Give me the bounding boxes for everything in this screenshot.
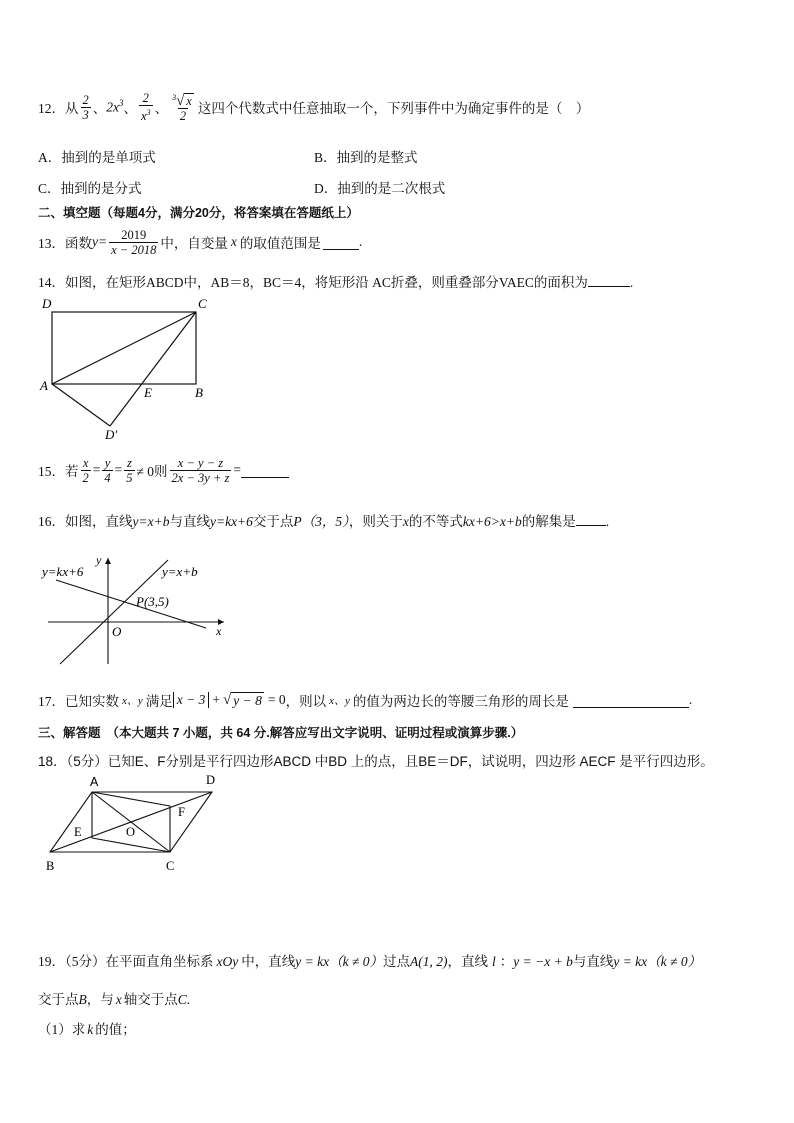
section-2-heading: 二、填空题（每题4分，满分20分，将答案填在答题纸上）: [38, 206, 359, 220]
segment-ec: [92, 838, 170, 852]
q17-answer-blank[interactable]: [573, 693, 689, 708]
segment-d-prime-c: [110, 312, 196, 426]
q14-rectangle-fold-figure: [38, 294, 218, 444]
q15-fraction-expression: $\frac{x - y - z}{2x - 3y + z}$: [171, 455, 230, 485]
label-line-xb: y=x+b: [162, 564, 198, 579]
label-b: B: [46, 859, 55, 873]
q13-fraction: $\frac{2019}{x - 2018}$: [111, 227, 157, 257]
q12-fraction-cuberoot-x: $\frac{^3√ x}{2}$: [172, 92, 192, 124]
q15-fraction-x-2: $\frac{x}{2}$: [82, 455, 89, 485]
line-y-kx-plus-6: [56, 580, 206, 628]
q12-number: 12．从: [38, 101, 79, 116]
segment-af: [92, 792, 170, 806]
q12-fraction-2-3: $\frac{2}{3}$: [82, 92, 89, 122]
label-d: D: [42, 296, 52, 311]
q16-answer-blank[interactable]: [576, 513, 606, 526]
label-y-axis: y: [96, 553, 102, 567]
question-12-stem: 12．从 $\frac{2}{3}$ 、 $2x^3$ 、 $\frac{2}{x^3}$ 、 $\frac{^3√ x}{2}$ 这四个代数式中任意抽取一个，下列事件中为确定事件的是（ ）: [38, 90, 590, 124]
q12-option-a: A．抽到的是单项式: [38, 150, 156, 165]
q15-answer-blank[interactable]: [241, 463, 289, 478]
question-14: 14．如图，在矩形ABCD中，AB＝8，BC＝4，将矩形沿 AC折叠，则重叠部分VAEC的面积为 .: [38, 275, 634, 290]
y-axis-arrow: [105, 558, 111, 564]
diagonal-ac: [92, 792, 170, 852]
section-3-heading: 三、解答题 （本大题共 7 小题，共 64 分.解答应写出文字说明、证明过程或演算步骤.）: [38, 726, 524, 740]
question-16: 16．如图，直线y=x+b与直线y=kx+6交于点P（3，5），则关于x的不等式kx+6>x+b的解集是 .: [38, 514, 610, 529]
q13-answer-blank[interactable]: [323, 235, 359, 250]
question-17: 17．已知实数 x、y 满足 x − 3 + √ y − 8 = 0 ，则以 x、y 的值为两边长的等腰三角形的周长是 .: [38, 691, 693, 709]
question-19-line-1: 19．（5分）在平面直角坐标系 xOy 中，直线y = kx（k ≠ 0）过点A(1, 2)，直线 l ：y = −x + b与直线y = kx（k ≠ 0）: [38, 954, 702, 969]
q15-fraction-z-5: $\frac{z}{5}$: [126, 455, 133, 485]
q12-fraction-2-x3: $\frac{2}{x^3}$: [141, 90, 151, 124]
label-e: E: [144, 385, 152, 400]
question-19-line-2: 交于点B，与 x 轴交于点C.: [38, 992, 191, 1007]
label-a: A: [90, 775, 99, 789]
segment-ad-prime: [52, 384, 110, 426]
label-c: C: [166, 859, 175, 873]
q12-option-b: B．抽到的是整式: [314, 150, 418, 165]
label-d: D: [206, 773, 216, 787]
q12-option-d: D．抽到的是二次根式: [314, 181, 446, 196]
label-x-axis: x: [216, 624, 222, 638]
label-f: F: [178, 805, 185, 819]
label-o: O: [126, 825, 136, 839]
question-18: 18．（5分）已知E、F分别是平行四边形ABCD 中BD 上的点，且BE＝DF，试说明，四边形 AECF 是平行四边形。: [38, 754, 714, 769]
q17-square-root: y − 8: [233, 692, 262, 708]
q18-parallelogram-figure: [38, 770, 238, 876]
question-15: 15．若 $\frac{x}{2}$ = $\frac{y}{4}$ = $\frac{z}{5}$ ≠ 0则 $\frac{x - y - z}{2x - 3y + z}$ =: [38, 450, 289, 490]
q16-line-graph: [38, 548, 238, 670]
question-13: 13．函数 y= $\frac{2019}{x - 2018}$ 中，自变量 x 的取值范围是 .: [38, 227, 363, 257]
q15-fraction-y-4: $\frac{y}{4}$: [104, 455, 111, 485]
label-origin: O: [112, 624, 122, 639]
label-b: B: [195, 385, 203, 400]
q12-option-c: C．抽到的是分式: [38, 181, 142, 196]
label-c: C: [198, 296, 207, 311]
label-line-kx: y=kx+6: [42, 564, 84, 579]
label-a: A: [40, 378, 48, 393]
label-d-prime: D′: [105, 427, 118, 442]
q14-answer-blank[interactable]: [588, 274, 630, 287]
diagonal-ac: [52, 312, 196, 384]
q17-absolute-value: x − 3: [173, 692, 210, 708]
label-e: E: [74, 825, 82, 839]
label-point-p: P(3,5): [136, 594, 169, 609]
q12-term-2x3: $2x^3$: [106, 98, 124, 115]
q12-stem-text: 这四个代数式中任意抽取一个，下列事件中为确定事件的是（ ）: [197, 101, 590, 116]
question-19-part-1: （1）求 k 的值；: [38, 1022, 136, 1037]
